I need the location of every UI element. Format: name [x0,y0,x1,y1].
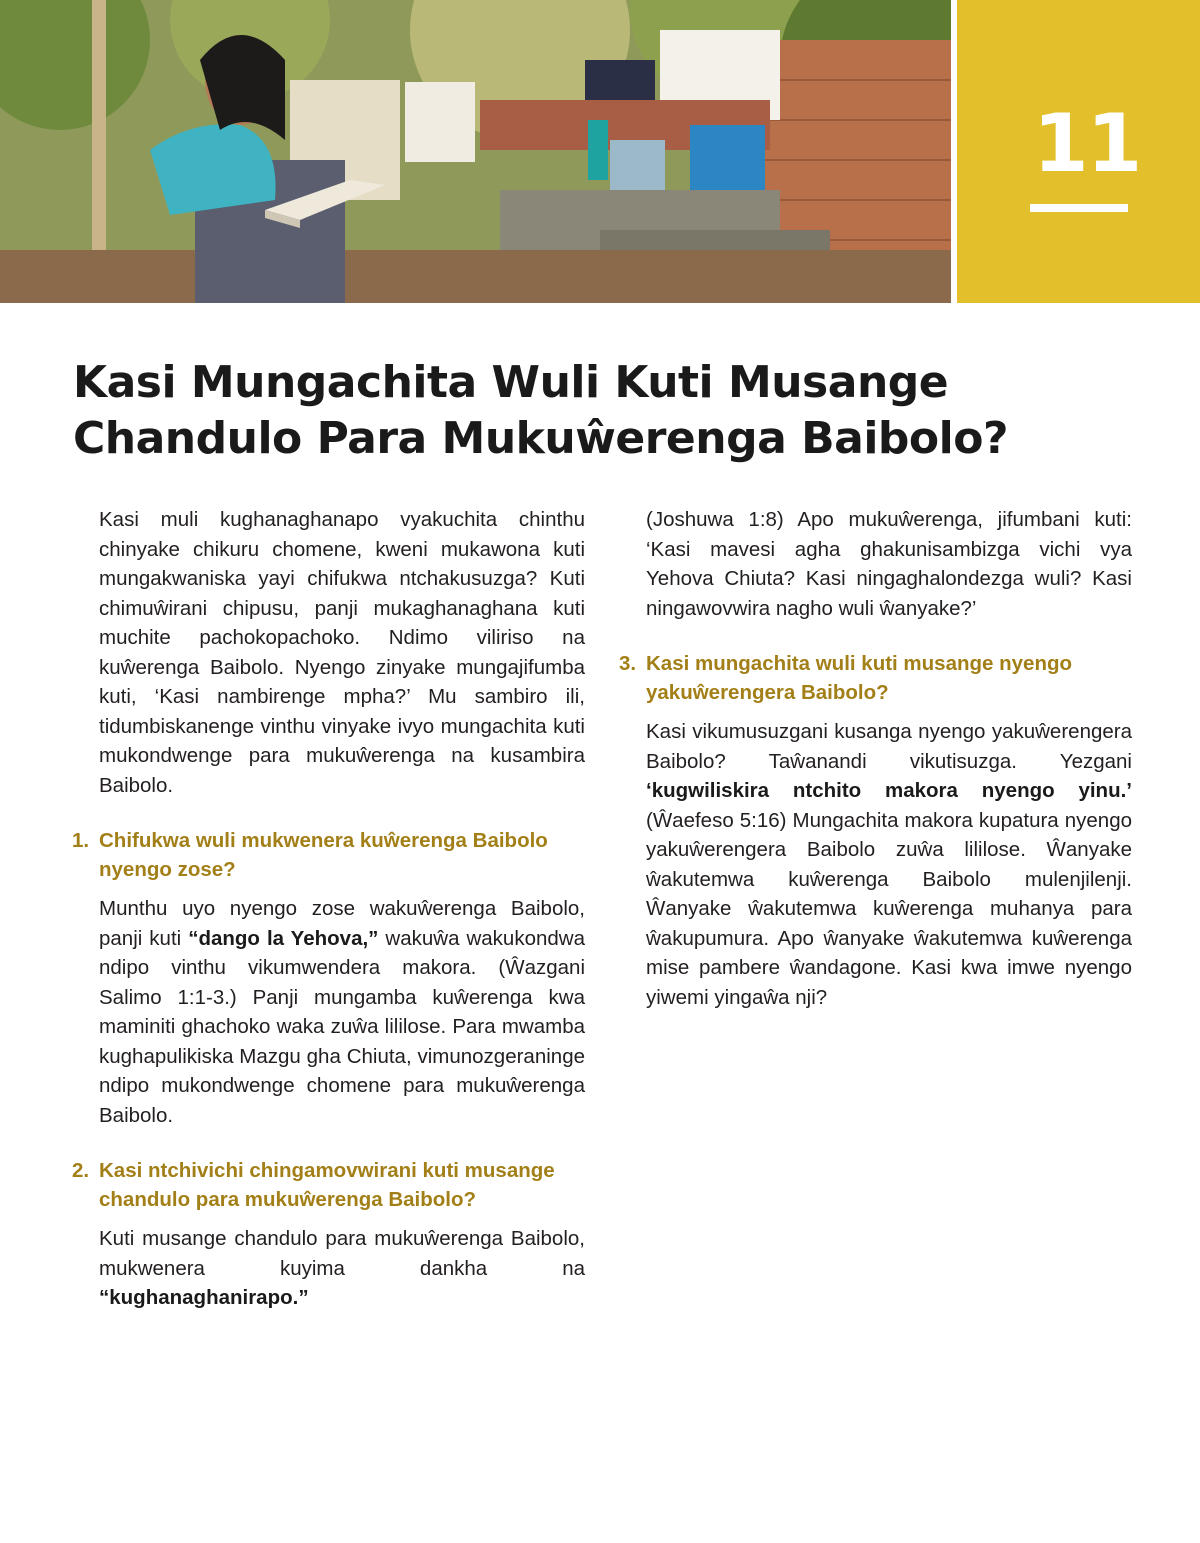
answer-text: Kuti musange chandulo para mukuŵerenga Baibolo, mukwenera kuyima dankha na [99,1227,585,1280]
chapter-underline [1030,204,1128,212]
right-column [619,505,1132,1012]
question-heading-1 [72,826,585,884]
answer-text: wakuŵa wakukondwa ndipo vinthu vikumwendera makora. (Ŵazgani Salimo 1:1-3.) Panji mungamba kuŵerenga kwa maminiti ghachoko waka zuŵa lililose. Para mwamba kughapulikiska Mazgu gha Chiuta, vimunozgeraninge ndipo mukondwenge chomene para mukuŵerenga Baibolo. [99,926,585,1127]
question-text: Kasi mungachita wuli kuti musange nyengo yakuŵerengera Baibolo? [646,652,1073,704]
answer-text: Munthu uyo nyengo zose wakuŵerenga Baibolo, panji kuti [99,897,585,950]
answer-paragraph-3 [646,717,1132,1012]
intro-paragraph: Kasi muli kughanaghanapo vyakuchita chinthu chinyake chikuru chomene, kweni mukawona kuti mungakwaniska yayi chifukwa ntchakusuzga? Kuti chimuŵirani chipusu, panji mukaghanaghana kuti muchite pachokopachoko. Ndimo viliriso na kuŵerenga Baibolo. Nyengo zinyake mungajifumba kuti, ‘Kasi nambirenge mpha?’ Mu sambiro ili, tidumbiskanenge vinthu vinyake ivyo mungachita kuti mukondwenge para mukuŵerenga na kusambira Baibolo. [99,508,585,797]
answer-emphasis: “dango la Yehova,” [188,926,379,950]
answer-text: Kasi vikumusuzgani kusanga nyengo yakuŵerengera Baibolo? Taŵanandi vikutisuzga. Yezgani [646,720,1132,773]
woman-reading-bible-photo [0,0,951,303]
answer-text: (Ŵaefeso 5:16) Mungachita makora kupatura nyengo yakuŵerengera Baibolo zuŵa lililose. Ŵanyake ŵakutemwa kuŵerenga Baibolo mulenjilenji. Ŵanyake ŵakutemwa kuŵerenga muhanya para ŵakupumura. Apo ŵanyake ŵakutemwa kuŵerenga mise pambere ŵandagone. Kasi kwa imwe nyengo yiwemi yingaŵa nji? [646,808,1132,1009]
chapter-number: 11 [1033,97,1141,190]
question-number: 3. [619,652,637,675]
answer-emphasis: ‘kugwiliskira ntchito makora nyengo yinu.’ [646,779,1132,802]
left-column [72,505,585,1313]
answer-paragraph-2-continued: (Joshuwa 1:8) Apo mukuŵerenga, jifumbani kuti: ‘Kasi mavesi agha ghakunisambizga vichi vya Yehova Chiuta? Kasi ningaghalondezga wuli? Kasi ningawovwira nagho wuli ŵanyake?’ [646,508,1132,620]
answer-paragraph-1 [99,894,585,1130]
question-number: 2. [72,1159,90,1182]
question-text: Chifukwa wuli mukwenera kuŵerenga Baibolo nyengo zose? [99,829,548,881]
answer-emphasis: “kughanaghanirapo.” [99,1286,309,1309]
question-heading-2 [72,1156,585,1214]
question-number: 1. [72,829,90,852]
question-heading-3 [619,649,1132,707]
header-photo [0,0,951,303]
answer-paragraph-2 [99,1224,585,1313]
page-title: Kasi Mungachita Wuli Kuti Musange Chandulo Para Mukuŵerenga Baibolo? [73,357,1008,464]
question-text: Kasi ntchivichi chingamovwirani kuti musange chandulo para mukuŵerenga Baibolo? [99,1159,555,1211]
